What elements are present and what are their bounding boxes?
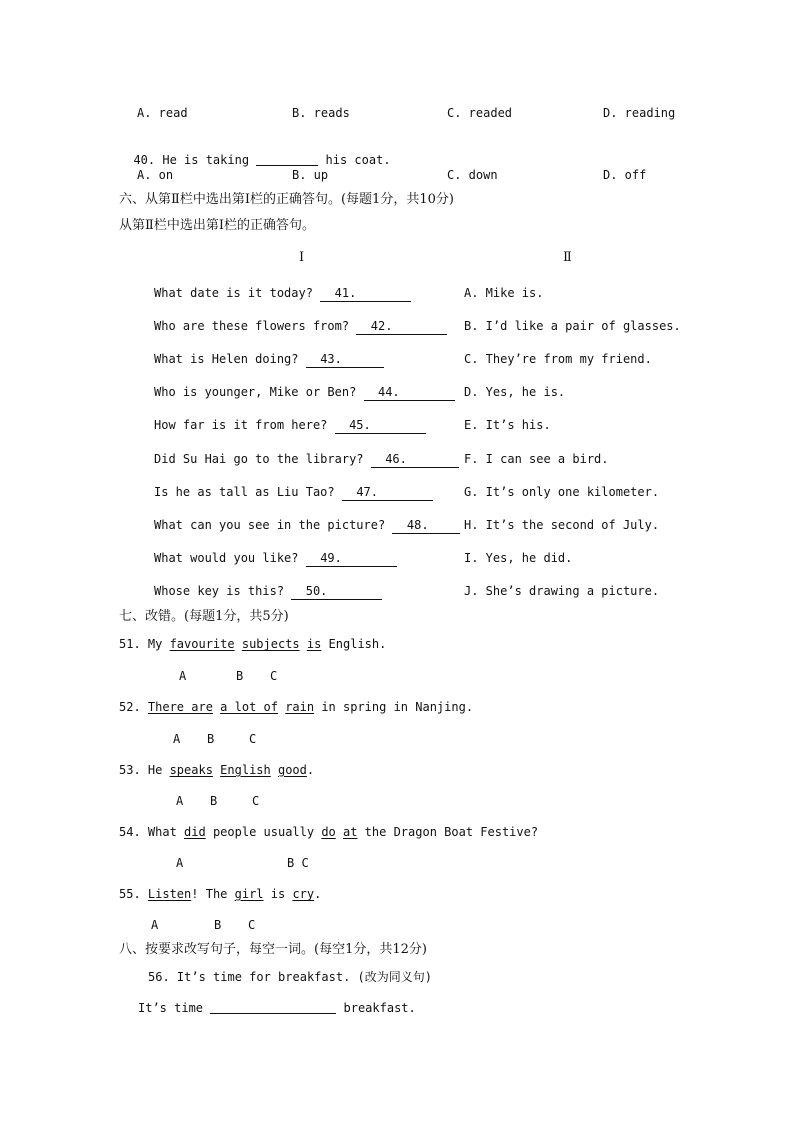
underlined-part-a: favourite (169, 637, 235, 651)
section6-heading: 六、从第Ⅱ栏中选出第Ⅰ栏的正确答句。(每题1分，共10分) (119, 192, 454, 207)
underlined-part-b: girl (234, 887, 264, 901)
underlined-part-c: rain (285, 700, 315, 714)
q39-option-a: A. read (137, 106, 188, 120)
underlined-part-b: subjects (241, 637, 300, 651)
error-question-52: 52. There are a lot of rain in spring in Nanjing. (119, 700, 474, 714)
q40-suffix: his coat. (325, 153, 391, 167)
label-51-c: C (270, 669, 278, 683)
answer-blank-41[interactable]: 41. (320, 285, 411, 302)
answer-blank-48[interactable]: 48. (392, 517, 460, 534)
q40-option-c: C. down (447, 168, 498, 182)
answer-blank-45[interactable]: 45. (335, 417, 426, 434)
column-two-label: Ⅱ (563, 250, 572, 265)
answer-blank-50[interactable]: 50. (291, 583, 382, 600)
label-51-a: A (179, 669, 187, 683)
q40-option-a: A. on (137, 168, 174, 182)
rewrite-question-56: 56. It’s time for breakfast. (改为同义句) (148, 970, 432, 984)
underlined-part-c: good (277, 763, 307, 777)
label-52-c: C (249, 732, 257, 746)
q39-option-c: C. readed (447, 106, 513, 120)
underlined-part-b: a lot of (220, 700, 278, 714)
match-question-45: How far is it from here? 45. (154, 417, 426, 434)
underlined-part-a: There are (147, 700, 213, 714)
match-answer-g: G. It’s only one kilometer. (464, 485, 660, 499)
match-answer-b: B. I’d like a pair of glasses. (464, 319, 681, 333)
match-answer-d: D. Yes, he is. (464, 385, 566, 399)
match-question-49: What would you like? 49. (154, 550, 397, 567)
match-question-43: What is Helen doing? 43. (154, 351, 384, 368)
error-question-53: 53. He speaks English good. (119, 763, 315, 777)
section7-heading: 七、改错。(每题1分，共5分) (119, 609, 289, 624)
answer-blank-42[interactable]: 42. (356, 318, 447, 335)
q39-option-b: B. reads (292, 106, 350, 120)
match-answer-e: E. It’s his. (464, 418, 551, 432)
match-question-44: Who is younger, Mike or Ben? 44. (154, 384, 455, 401)
match-answer-a: A. Mike is. (464, 286, 544, 300)
q40-prefix: 40. He is taking (133, 153, 250, 167)
match-answer-j: J. She’s drawing a picture. (464, 584, 660, 598)
label-51-b: B (236, 669, 244, 683)
q39-option-d: D. reading (603, 106, 676, 120)
label-53-b: B (210, 794, 218, 808)
label-55-b: B (214, 918, 222, 932)
match-answer-h: H. It’s the second of July. (464, 518, 660, 532)
label-52-a: A (173, 732, 181, 746)
label-52-b: B (207, 732, 215, 746)
underlined-part-a: Listen (147, 887, 192, 901)
answer-blank-47[interactable]: 47. (342, 484, 433, 501)
underlined-part-b: English (220, 763, 271, 777)
label-54-bc: B C (287, 856, 309, 870)
match-question-42: Who are these flowers from? 42. (154, 318, 447, 335)
error-question-51: 51. My favourite subjects is English. (119, 637, 387, 651)
column-one-label: Ⅰ (299, 250, 305, 265)
label-53-c: C (252, 794, 260, 808)
match-question-46: Did Su Hai go to the library? 46. (154, 451, 459, 468)
answer-blank-49[interactable]: 49. (306, 550, 397, 567)
match-question-50: Whose key is this? 50. (154, 583, 382, 600)
label-55-a: A (151, 918, 159, 932)
underlined-part-a: did (184, 825, 206, 839)
error-question-55: 55. Listen! The girl is cry. (119, 887, 322, 901)
label-53-a: A (176, 794, 184, 808)
answer-blank-46[interactable]: 46. (371, 451, 459, 468)
rewrite-answer-56: It’s time breakfast. (138, 1001, 416, 1015)
section8-heading: 八、按要求改写句子，每空一词。(每空1分，共12分) (119, 942, 427, 957)
match-answer-c: C. They’re from my friend. (464, 352, 652, 366)
underlined-part-c: at (343, 825, 358, 839)
match-answer-f: F. I can see a bird. (464, 452, 609, 466)
match-question-48: What can you see in the picture? 48. (154, 517, 460, 534)
section6-instruction: 从第Ⅱ栏中选出第Ⅰ栏的正确答句。 (119, 218, 315, 233)
q40-option-d: D. off (603, 168, 647, 182)
match-question-47: Is he as tall as Liu Tao? 47. (154, 484, 433, 501)
q40-option-b: B. up (292, 168, 329, 182)
match-question-41: What date is it today? 41. (154, 285, 411, 302)
q40-blank[interactable] (256, 153, 318, 166)
label-54-a: A (176, 856, 184, 870)
underlined-part-a: speaks (169, 763, 213, 777)
error-question-54: 54. What did people usually do at the Dragon Boat Festive? (119, 825, 539, 839)
q40-stem (119, 136, 391, 168)
label-55-c: C (248, 918, 256, 932)
answer-blank-56[interactable] (210, 1001, 336, 1014)
underlined-part-c: is (306, 637, 322, 651)
match-answer-i: I. Yes, he did. (464, 551, 573, 565)
answer-blank-44[interactable]: 44. (364, 384, 455, 401)
answer-blank-43[interactable]: 43. (306, 351, 384, 368)
underlined-part-b: do (321, 825, 336, 839)
underlined-part-c: cry (292, 887, 315, 901)
